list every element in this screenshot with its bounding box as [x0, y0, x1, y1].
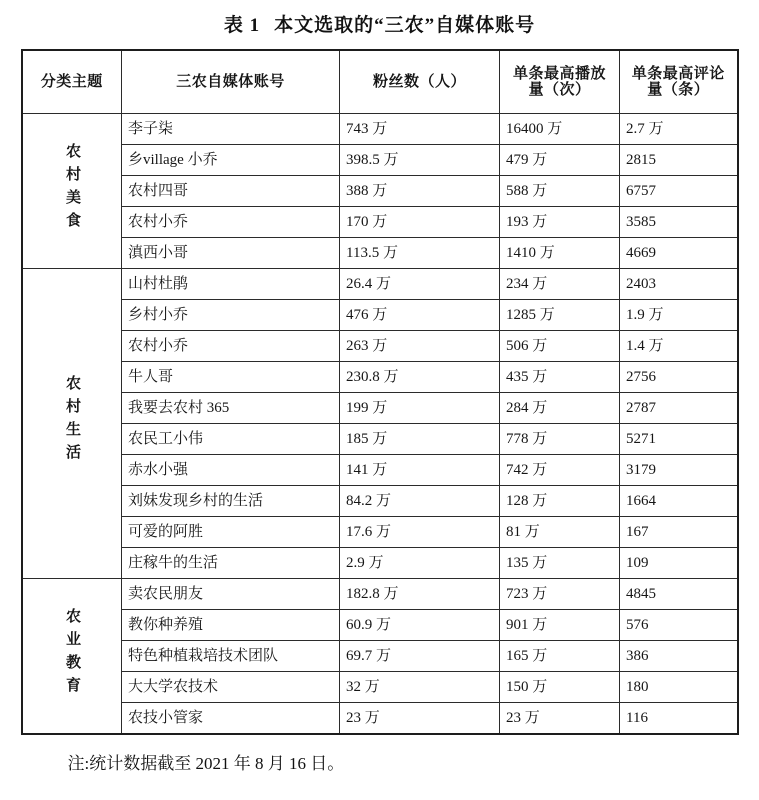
fans-count-cell: 170 万: [340, 207, 500, 238]
account-name-cell: 赤水小强: [122, 455, 340, 486]
max-plays-cell: 16400 万: [500, 114, 620, 145]
table-row: [22, 486, 738, 517]
max-comments-cell: 2.7 万: [620, 114, 738, 145]
account-name-cell: 农技小管家: [122, 703, 340, 734]
fans-count-cell: 84.2 万: [340, 486, 500, 517]
table-row: [22, 455, 738, 486]
media-accounts-table: [21, 49, 739, 735]
max-plays-cell: 284 万: [500, 393, 620, 424]
max-comments-cell: 5271: [620, 424, 738, 455]
column-header-account: 三农自媒体账号: [122, 50, 340, 114]
column-header-fans: 粉丝数（人）: [340, 50, 500, 114]
max-plays-cell: 128 万: [500, 486, 620, 517]
table-header-row: [22, 50, 738, 114]
table-row: [22, 610, 738, 641]
account-name-cell: 卖农民朋友: [122, 579, 340, 610]
table-row: [22, 145, 738, 176]
table-note: 注:统计数据截至 2021 年 8 月 16 日。: [67, 753, 345, 773]
fans-count-cell: 26.4 万: [340, 269, 500, 300]
account-name-cell: 乡village 小乔: [122, 145, 340, 176]
table-row: [22, 672, 738, 703]
table-row: [22, 238, 738, 269]
fans-count-cell: 185 万: [340, 424, 500, 455]
fans-count-cell: 2.9 万: [340, 548, 500, 579]
column-header-comments: 单条最高评论量（条）: [620, 50, 738, 114]
account-name-cell: 乡村小乔: [122, 300, 340, 331]
column-header-plays: 单条最高播放量（次）: [500, 50, 620, 114]
max-plays-cell: 901 万: [500, 610, 620, 641]
group-category-cell: [22, 269, 122, 579]
fans-count-cell: 743 万: [340, 114, 500, 145]
table-row: [22, 424, 738, 455]
account-name-cell: 大大学农技术: [122, 672, 340, 703]
table-row: [22, 362, 738, 393]
max-comments-cell: 1.4 万: [620, 331, 738, 362]
table-row: [22, 517, 738, 548]
table-row: [22, 703, 738, 734]
account-name-cell: 农村小乔: [122, 207, 340, 238]
account-name-cell: 农村小乔: [122, 331, 340, 362]
max-comments-cell: 167: [620, 517, 738, 548]
fans-count-cell: 476 万: [340, 300, 500, 331]
max-plays-cell: 1410 万: [500, 238, 620, 269]
max-plays-cell: 435 万: [500, 362, 620, 393]
account-name-cell: 李子柒: [122, 114, 340, 145]
fans-count-cell: 113.5 万: [340, 238, 500, 269]
max-comments-cell: 6757: [620, 176, 738, 207]
max-comments-cell: 576: [620, 610, 738, 641]
fans-count-cell: 32 万: [340, 672, 500, 703]
table-row: [22, 300, 738, 331]
max-comments-cell: 2815: [620, 145, 738, 176]
fans-count-cell: 69.7 万: [340, 641, 500, 672]
max-plays-cell: 23 万: [500, 703, 620, 734]
max-plays-cell: 588 万: [500, 176, 620, 207]
caption-title: 本文选取的“三农”自媒体账号: [274, 15, 536, 36]
fans-count-cell: 230.8 万: [340, 362, 500, 393]
max-comments-cell: 2403: [620, 269, 738, 300]
fans-count-cell: 17.6 万: [340, 517, 500, 548]
group-category-label: 农业教育: [64, 607, 80, 700]
max-comments-cell: 386: [620, 641, 738, 672]
group-category-cell: [22, 114, 122, 269]
max-comments-cell: 2787: [620, 393, 738, 424]
max-comments-cell: 3179: [620, 455, 738, 486]
max-plays-cell: 150 万: [500, 672, 620, 703]
account-name-cell: 农民工小伟: [122, 424, 340, 455]
max-comments-cell: 1.9 万: [620, 300, 738, 331]
table-row: [22, 331, 738, 362]
fans-count-cell: 23 万: [340, 703, 500, 734]
max-plays-cell: 81 万: [500, 517, 620, 548]
account-name-cell: 庄稼牛的生活: [122, 548, 340, 579]
account-name-cell: 可爱的阿胜: [122, 517, 340, 548]
max-comments-cell: 3585: [620, 207, 738, 238]
max-comments-cell: 4845: [620, 579, 738, 610]
max-plays-cell: 165 万: [500, 641, 620, 672]
table-row: [22, 393, 738, 424]
fans-count-cell: 199 万: [340, 393, 500, 424]
fans-count-cell: 182.8 万: [340, 579, 500, 610]
table-caption: [0, 0, 759, 49]
max-comments-cell: 1664: [620, 486, 738, 517]
account-name-cell: 刘妹发现乡村的生活: [122, 486, 340, 517]
max-comments-cell: 180: [620, 672, 738, 703]
max-plays-cell: 234 万: [500, 269, 620, 300]
table-row: [22, 579, 738, 610]
table-row: [22, 176, 738, 207]
table-body: [22, 114, 738, 734]
max-plays-cell: 193 万: [500, 207, 620, 238]
table-row: [22, 207, 738, 238]
account-name-cell: 农村四哥: [122, 176, 340, 207]
account-name-cell: 滇西小哥: [122, 238, 340, 269]
max-comments-cell: 116: [620, 703, 738, 734]
fans-count-cell: 398.5 万: [340, 145, 500, 176]
caption-number: 表 1: [223, 15, 261, 36]
max-plays-cell: 479 万: [500, 145, 620, 176]
account-name-cell: 山村杜鹃: [122, 269, 340, 300]
max-comments-cell: 2756: [620, 362, 738, 393]
account-name-cell: 牛人哥: [122, 362, 340, 393]
table-row: [22, 269, 738, 300]
table-head: [22, 50, 738, 114]
max-plays-cell: 742 万: [500, 455, 620, 486]
max-plays-cell: 1285 万: [500, 300, 620, 331]
fans-count-cell: 60.9 万: [340, 610, 500, 641]
group-category-cell: [22, 579, 122, 734]
group-category-label: 农村美食: [64, 142, 80, 235]
table-row: [22, 114, 738, 145]
table-row: [22, 641, 738, 672]
account-name-cell: 教你种养殖: [122, 610, 340, 641]
fans-count-cell: 141 万: [340, 455, 500, 486]
max-plays-cell: 723 万: [500, 579, 620, 610]
max-plays-cell: 506 万: [500, 331, 620, 362]
max-comments-cell: 109: [620, 548, 738, 579]
fans-count-cell: 388 万: [340, 176, 500, 207]
account-name-cell: 我要去农村 365: [122, 393, 340, 424]
max-plays-cell: 778 万: [500, 424, 620, 455]
group-category-label: 农村生活: [64, 375, 80, 468]
account-name-cell: 特色种植栽培技术团队: [122, 641, 340, 672]
max-comments-cell: 4669: [620, 238, 738, 269]
fans-count-cell: 263 万: [340, 331, 500, 362]
max-plays-cell: 135 万: [500, 548, 620, 579]
table-row: [22, 548, 738, 579]
column-header-category: 分类主题: [22, 50, 122, 114]
